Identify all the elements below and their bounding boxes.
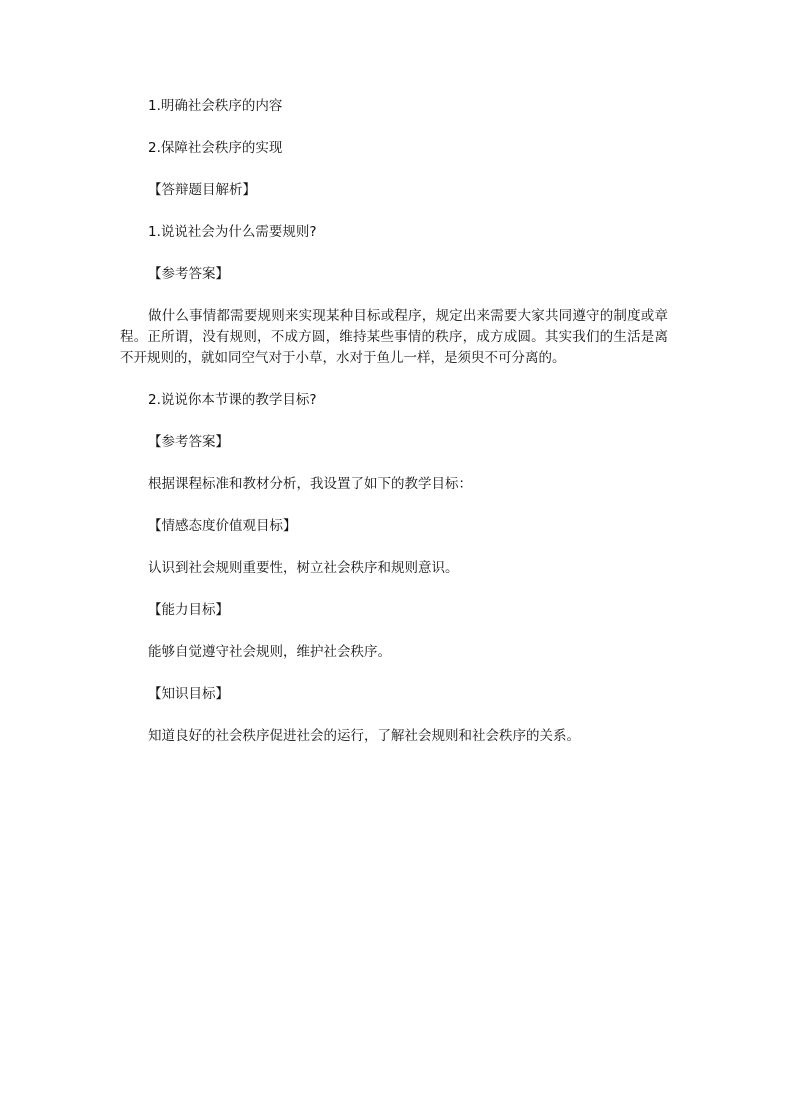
goal-heading-knowledge: 【知识目标】 bbox=[148, 686, 229, 702]
reference-answer-heading-1: 【参考答案】 bbox=[148, 266, 229, 282]
section-heading-defense-analysis: 【答辩题目解析】 bbox=[148, 182, 256, 198]
goal-heading-ability: 【能力目标】 bbox=[148, 602, 229, 618]
answer-paragraph-1: 做什么事情都需要规则来实现某种目标或程序，规定出来需要大家共同遵守的制度或章程。正所谓，没有规则，不成方圆，维持某些事情的秩序，成方成圆。其实我们的生活是离不开规则的，就如同空气对于小草，水对于鱼儿一样，是须臾不可分离的。 bbox=[120, 308, 668, 366]
goal-text-knowledge: 知道良好的社会秩序促进社会的运行，了解社会规则和社会秩序的关系。 bbox=[148, 728, 580, 744]
goal-text-ability: 能够自觉遵守社会规则，维护社会秩序。 bbox=[148, 644, 391, 660]
answer-intro: 根据课程标准和教材分析，我设置了如下的教学目标： bbox=[148, 476, 472, 492]
goal-heading-emotion: 【情感态度价值观目标】 bbox=[148, 518, 297, 534]
reference-answer-heading-2: 【参考答案】 bbox=[148, 434, 229, 450]
question-1: 1.说说社会为什么需要规则? bbox=[148, 224, 317, 240]
list-item-2: 2.保障社会秩序的实现 bbox=[148, 140, 283, 156]
question-2: 2.说说你本节课的教学目标? bbox=[148, 392, 317, 408]
goal-text-emotion: 认识到社会规则重要性，树立社会秩序和规则意识。 bbox=[148, 560, 459, 576]
list-item-1: 1.明确社会秩序的内容 bbox=[148, 98, 283, 114]
document-body bbox=[120, 96, 668, 747]
